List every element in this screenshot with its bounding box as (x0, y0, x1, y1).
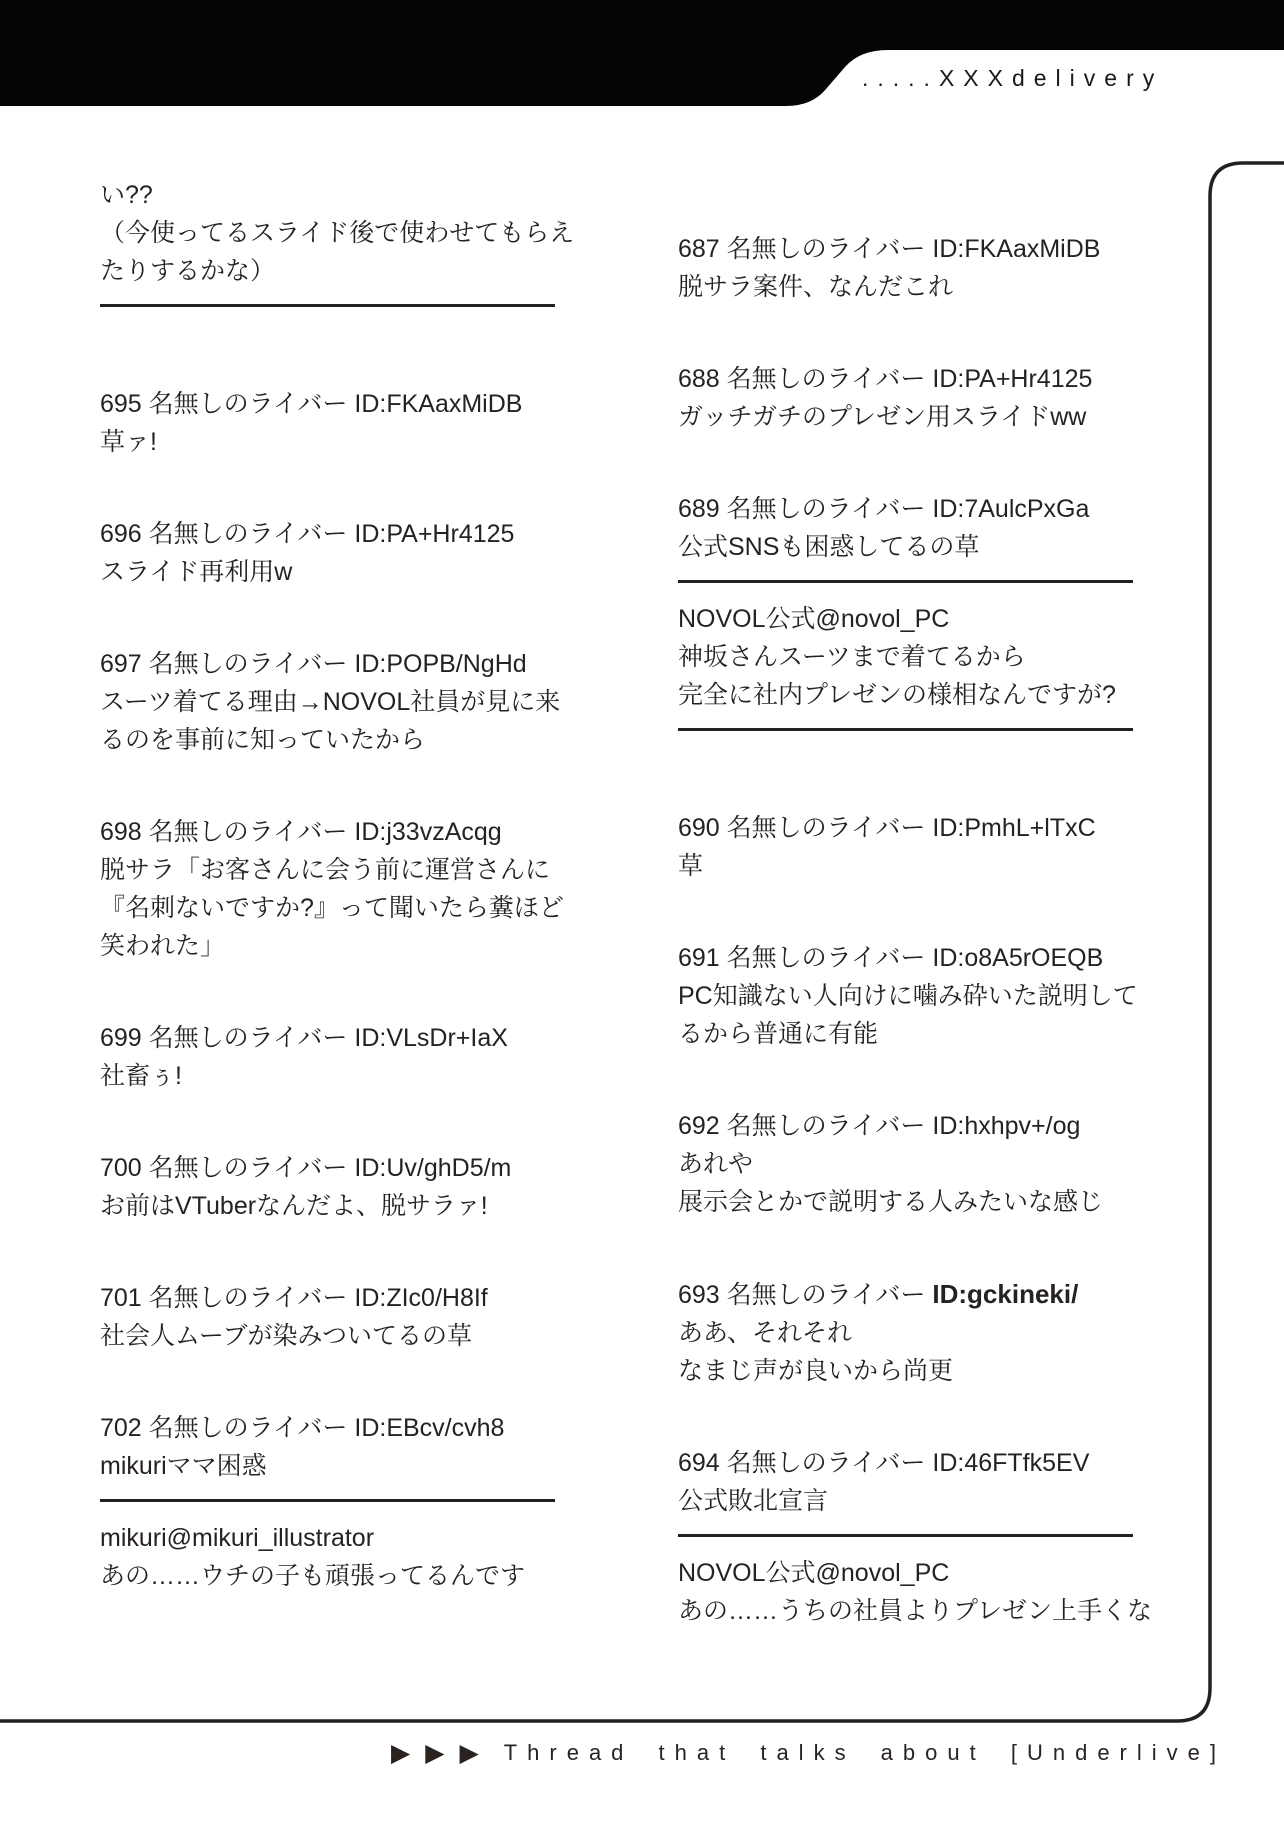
post-body-line: 笑われた」 (100, 932, 226, 960)
post-id: ID:46FTfk5EV (932, 1449, 1090, 1477)
post-header (678, 1444, 1133, 1482)
post-body-line: お前はVTuberなんだよ、脱サラァ! (100, 1192, 488, 1220)
post-header (100, 645, 555, 683)
post-header (678, 1107, 1133, 1145)
post-body-line: mikuriママ困惑 (100, 1452, 267, 1480)
post-author: 名無しのライバー (726, 235, 926, 263)
thread-post (678, 1107, 1133, 1221)
thread-post (678, 1444, 1133, 1520)
post-body-line: PC知識ない人向けに噛み砕いた説明して (678, 982, 1138, 1010)
post-divider (678, 728, 1133, 731)
post-number: 690 (678, 814, 720, 842)
post-number: 696 (100, 520, 142, 548)
right-column (678, 176, 1153, 1630)
post-number: 687 (678, 235, 720, 263)
post-header (100, 1279, 555, 1317)
post-body-line: なまじ声が良いから尚更 (678, 1357, 954, 1385)
tweet-handle: NOVOL公式@novol_PC (678, 605, 950, 633)
footer-title: Thread that talks about [Underlive] (503, 1740, 1226, 1765)
post-body-line: 社畜ぅ! (100, 1062, 182, 1090)
thread-post (678, 939, 1138, 1053)
post-body-line: スライド再利用w (100, 558, 293, 586)
post-id: ID:Uv/ghD5/m (354, 1154, 512, 1182)
post-divider (100, 304, 555, 307)
post-id: ID:FKAaxMiDB (354, 390, 523, 418)
post-header (100, 1149, 555, 1187)
post-author: 名無しのライバー (148, 650, 348, 678)
post-body-line: あれや (678, 1150, 754, 1178)
play-arrow-icon: ▶ (459, 1738, 479, 1767)
play-arrow-icon: ▶ (391, 1738, 411, 1767)
post-author: 名無しのライバー (726, 1281, 926, 1309)
post-author: 名無しのライバー (726, 1449, 926, 1477)
post-author: 名無しのライバー (726, 365, 926, 393)
post-id: ID:PmhL+lTxC (932, 814, 1096, 842)
play-arrow-icon: ▶ (425, 1738, 445, 1767)
post-author: 名無しのライバー (148, 818, 348, 846)
quote-tweet (100, 1519, 555, 1595)
post-id: ID:hxhpv+/og (932, 1112, 1081, 1140)
post-body-line: ガッチガチのプレゼン用スライドww (678, 403, 1087, 431)
post-number: 694 (678, 1449, 720, 1477)
post-author: 名無しのライバー (148, 1284, 348, 1312)
post-body-line: るのを事前に知っていたから (100, 726, 426, 754)
post-body-line: スーツ着てる理由→NOVOL社員が見に来 (100, 688, 561, 716)
post-number: 692 (678, 1112, 720, 1140)
banner-title: .....XXXdelivery (862, 65, 1164, 91)
post-author: 名無しのライバー (148, 390, 348, 418)
post-header (100, 515, 555, 553)
post-header (678, 360, 1133, 398)
tweet-body-line: 神坂さんスーツまで着てるから (678, 643, 1026, 671)
post-header (100, 1409, 555, 1447)
thread-post (678, 1275, 1133, 1390)
post-id: ID:PA+Hr4125 (354, 520, 515, 548)
post-body-line: るから普通に有能 (678, 1020, 879, 1048)
thread-post (678, 809, 1133, 885)
post-body-line: 草 (678, 852, 704, 880)
post-header (678, 230, 1133, 268)
post-id: ID:VLsDr+IaX (354, 1024, 508, 1052)
post-author: 名無しのライバー (726, 1112, 926, 1140)
post-author: 名無しのライバー (726, 495, 926, 523)
post-id: ID:PA+Hr4125 (932, 365, 1093, 393)
post-author: 名無しのライバー (148, 1414, 348, 1442)
post-body-line: 展示会とかで説明する人みたいな感じ (678, 1188, 1104, 1216)
post-number: 698 (100, 818, 142, 846)
post-author: 名無しのライバー (148, 1024, 348, 1052)
post-divider (678, 1534, 1133, 1537)
post-author: 名無しのライバー (726, 814, 926, 842)
thread-post (100, 813, 564, 965)
post-number: 693 (678, 1281, 720, 1309)
post-body-line: 脱サラ「お客さんに会う前に運営さんに (100, 856, 551, 884)
post-body-line: 草ァ! (100, 428, 157, 456)
post-id: ID:ZIc0/H8If (354, 1284, 488, 1312)
post-number: 701 (100, 1284, 142, 1312)
post-number: 700 (100, 1154, 142, 1182)
post-divider (100, 1499, 555, 1502)
post-divider (678, 580, 1133, 583)
left-column (100, 176, 575, 1595)
post-number: 688 (678, 365, 720, 393)
post-body-line: （今使ってるスライド後で使わせてもらえ (100, 219, 575, 247)
thread-post (100, 385, 555, 461)
tweet-body-line: あの……うちの社員よりプレゼン上手くな (678, 1597, 1153, 1625)
post-number: 702 (100, 1414, 142, 1442)
post-body-line: い?? (100, 181, 153, 209)
post-header (100, 385, 555, 423)
post-number: 689 (678, 495, 720, 523)
thread-post (100, 1019, 555, 1095)
thread-post (678, 490, 1133, 566)
post-id: ID:POPB/NgHd (354, 650, 527, 678)
post-id: ID:EBcv/cvh8 (354, 1414, 505, 1442)
post-id: ID:7AulcPxGa (932, 495, 1090, 523)
post-body-line: 『名刺ないですか?』って聞いたら糞ほど (100, 894, 564, 922)
post-body-line: 脱サラ案件、なんだこれ (678, 273, 954, 301)
post-id: ID:o8A5rOEQB (932, 944, 1104, 972)
post-body-line: ああ、それそれ (678, 1319, 853, 1347)
post-number: 697 (100, 650, 142, 678)
post-author: 名無しのライバー (148, 520, 348, 548)
tweet-body-line: 完全に社内プレゼンの様相なんですが? (678, 681, 1116, 709)
post-author: 名無しのライバー (148, 1154, 348, 1182)
thread-post (678, 360, 1133, 436)
post-header (100, 1019, 555, 1057)
post-number: 699 (100, 1024, 142, 1052)
thread-post (678, 230, 1133, 306)
post-body-line: 社会人ムーブが染みついてるの草 (100, 1322, 473, 1350)
footer (391, 1740, 1226, 1766)
post-header (678, 939, 1133, 977)
thread-post (100, 645, 561, 759)
post-number: 695 (100, 390, 142, 418)
post-id: ID:gckineki/ (932, 1279, 1079, 1309)
post-body-line: 公式SNSも困惑してるの草 (678, 533, 980, 561)
post-header (678, 809, 1133, 847)
post-id: ID:j33vzAcqg (354, 818, 502, 846)
tweet-handle: mikuri@mikuri_illustrator (100, 1524, 375, 1552)
post-id: ID:FKAaxMiDB (932, 235, 1101, 263)
post-header (100, 813, 555, 851)
post-header (678, 1275, 1133, 1314)
post-continuation (100, 176, 575, 290)
post-body-line: 公式敗北宣言 (678, 1487, 829, 1515)
tweet-body-line: あの……ウチの子も頑張ってるんです (100, 1562, 526, 1590)
thread-post (100, 1149, 555, 1225)
thread-post (100, 1409, 555, 1485)
quote-tweet (678, 1554, 1153, 1630)
tweet-handle: NOVOL公式@novol_PC (678, 1559, 950, 1587)
post-author: 名無しのライバー (726, 944, 926, 972)
post-number: 691 (678, 944, 720, 972)
thread-post (100, 1279, 555, 1355)
post-header (678, 490, 1133, 528)
quote-tweet (678, 600, 1133, 714)
post-body-line: たりするかな） (100, 257, 276, 285)
thread-post (100, 515, 555, 591)
